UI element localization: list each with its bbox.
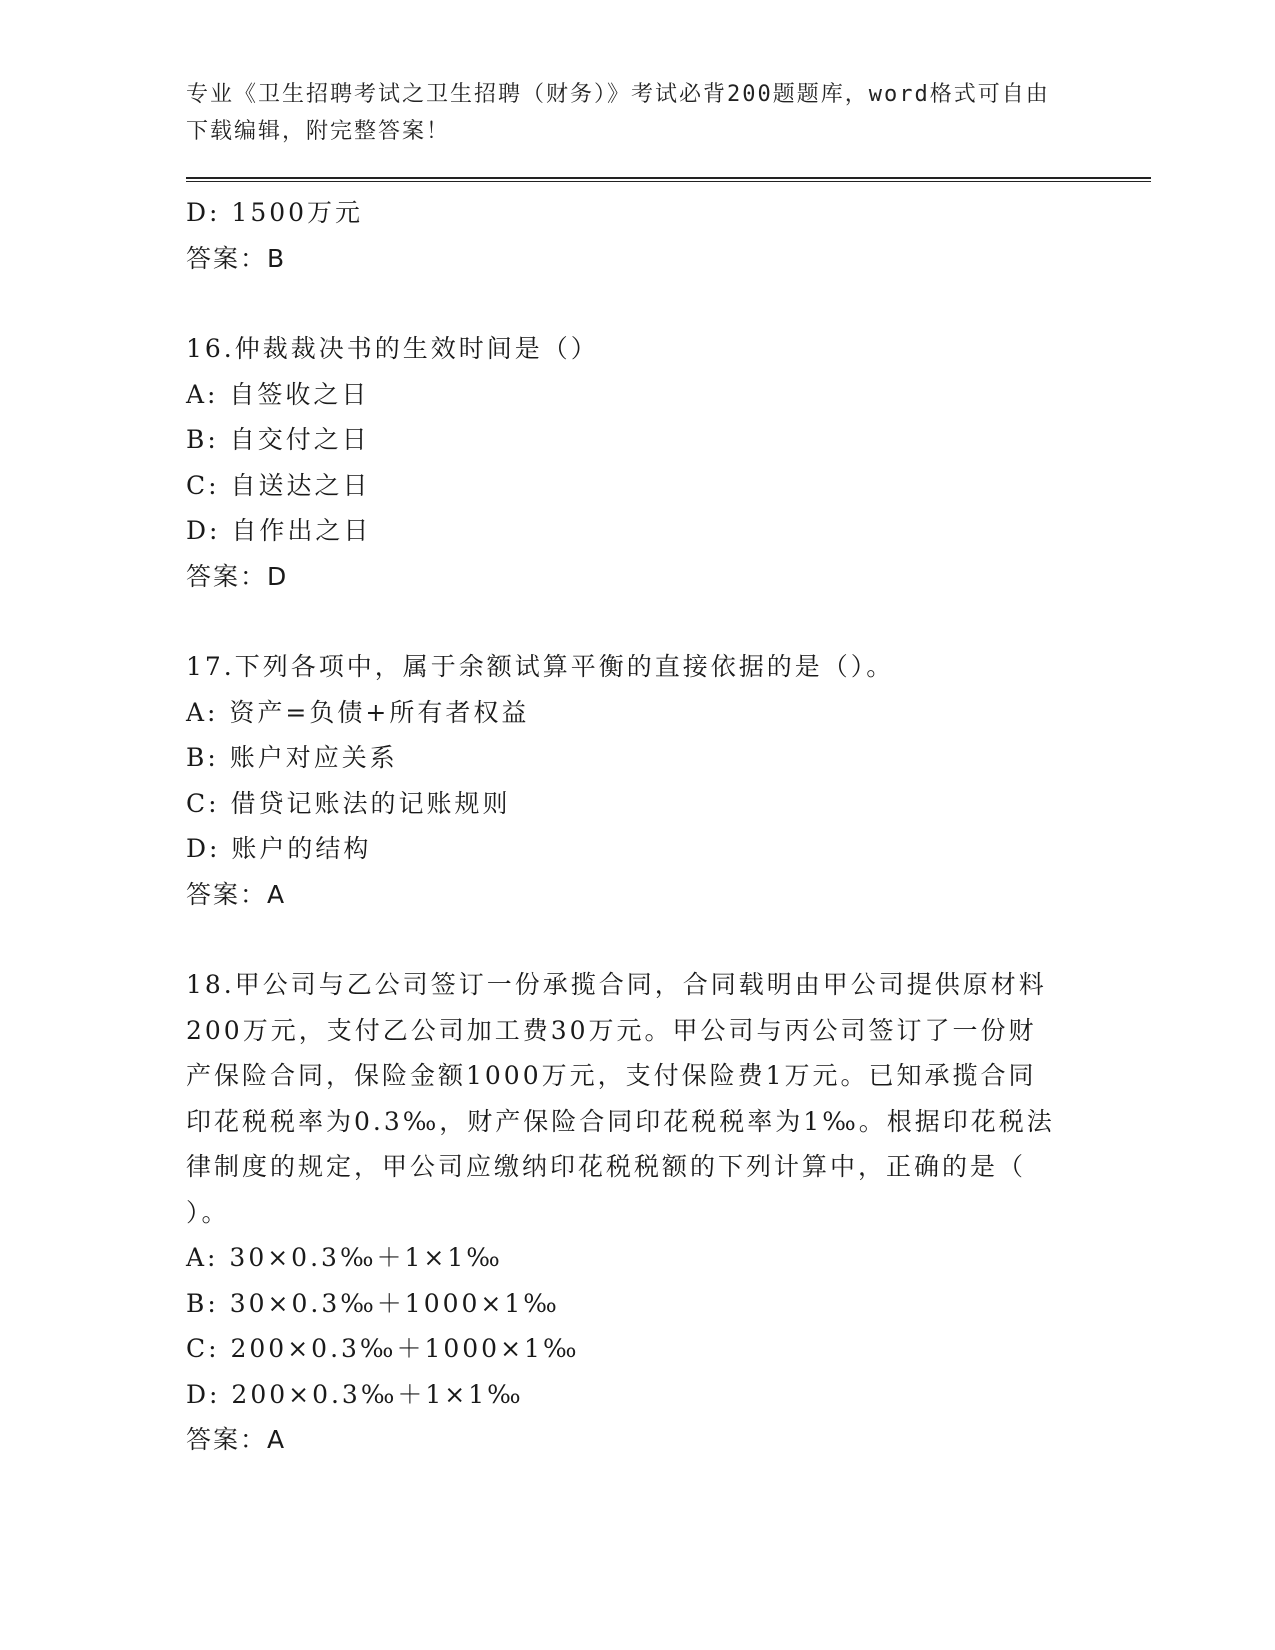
option-c: C: 自送达之日	[186, 470, 371, 500]
option-d: D: 200×0.3‰＋1×1‰	[186, 1379, 524, 1409]
document-body	[186, 190, 1086, 1463]
option-d: D: 自作出之日	[186, 516, 372, 545]
option-c: C: 200×0.3‰＋1000×1‰	[186, 1334, 580, 1363]
option-d: D: 账户的结构	[186, 834, 372, 863]
document-header: 专业《卫生招聘考试之卫生招聘（财务）》考试必背200题题库，word格式可自由下载编辑，附完整答案！	[186, 82, 1050, 144]
question-18	[186, 962, 1086, 1463]
answer-line: 答案：B	[186, 243, 287, 273]
option-a: A: 30×0.3‰＋1×1‰	[186, 1243, 503, 1272]
answer-line: 答案：D	[186, 561, 289, 591]
question-17	[186, 644, 1086, 917]
option-a: A: 资产=负债+所有者权益	[186, 697, 530, 727]
option-b: B: 自交付之日	[186, 425, 370, 454]
answer-line: 答案：A	[186, 1425, 287, 1454]
answer-line: 答案：A	[186, 879, 287, 909]
question-stem: 18.甲公司与乙公司签订一份承揽合同，合同载明由甲公司提供原材料 200万元，支付乙公司加工费30万元。甲公司与丙公司签订了一份财 产保险合同，保险金额1000万元，支付保险费1万元。已知承揽合同 印花税税率为0.3‰，财产保险合同印花税税率为1‰。根据印花税法 律制度的规定，甲公司应缴纳印花税税额的下列计算中，正确的是（ ）。	[186, 970, 1055, 1227]
header-rule-thin	[186, 181, 1151, 182]
option-c: C: 借贷记账法的记账规则	[186, 788, 511, 818]
header-rule-thick	[186, 177, 1151, 179]
question-16	[186, 326, 1086, 599]
question-stem: 16.仲裁裁决书的生效时间是（）	[186, 334, 599, 363]
option-b: B: 30×0.3‰＋1000×1‰	[186, 1288, 560, 1318]
option-a: A: 自签收之日	[186, 379, 370, 409]
question-stem: 17.下列各项中，属于余额试算平衡的直接依据的是（）。	[186, 652, 895, 681]
option-b: B: 账户对应关系	[186, 743, 398, 772]
option-d: D: 1500万元	[186, 198, 364, 227]
